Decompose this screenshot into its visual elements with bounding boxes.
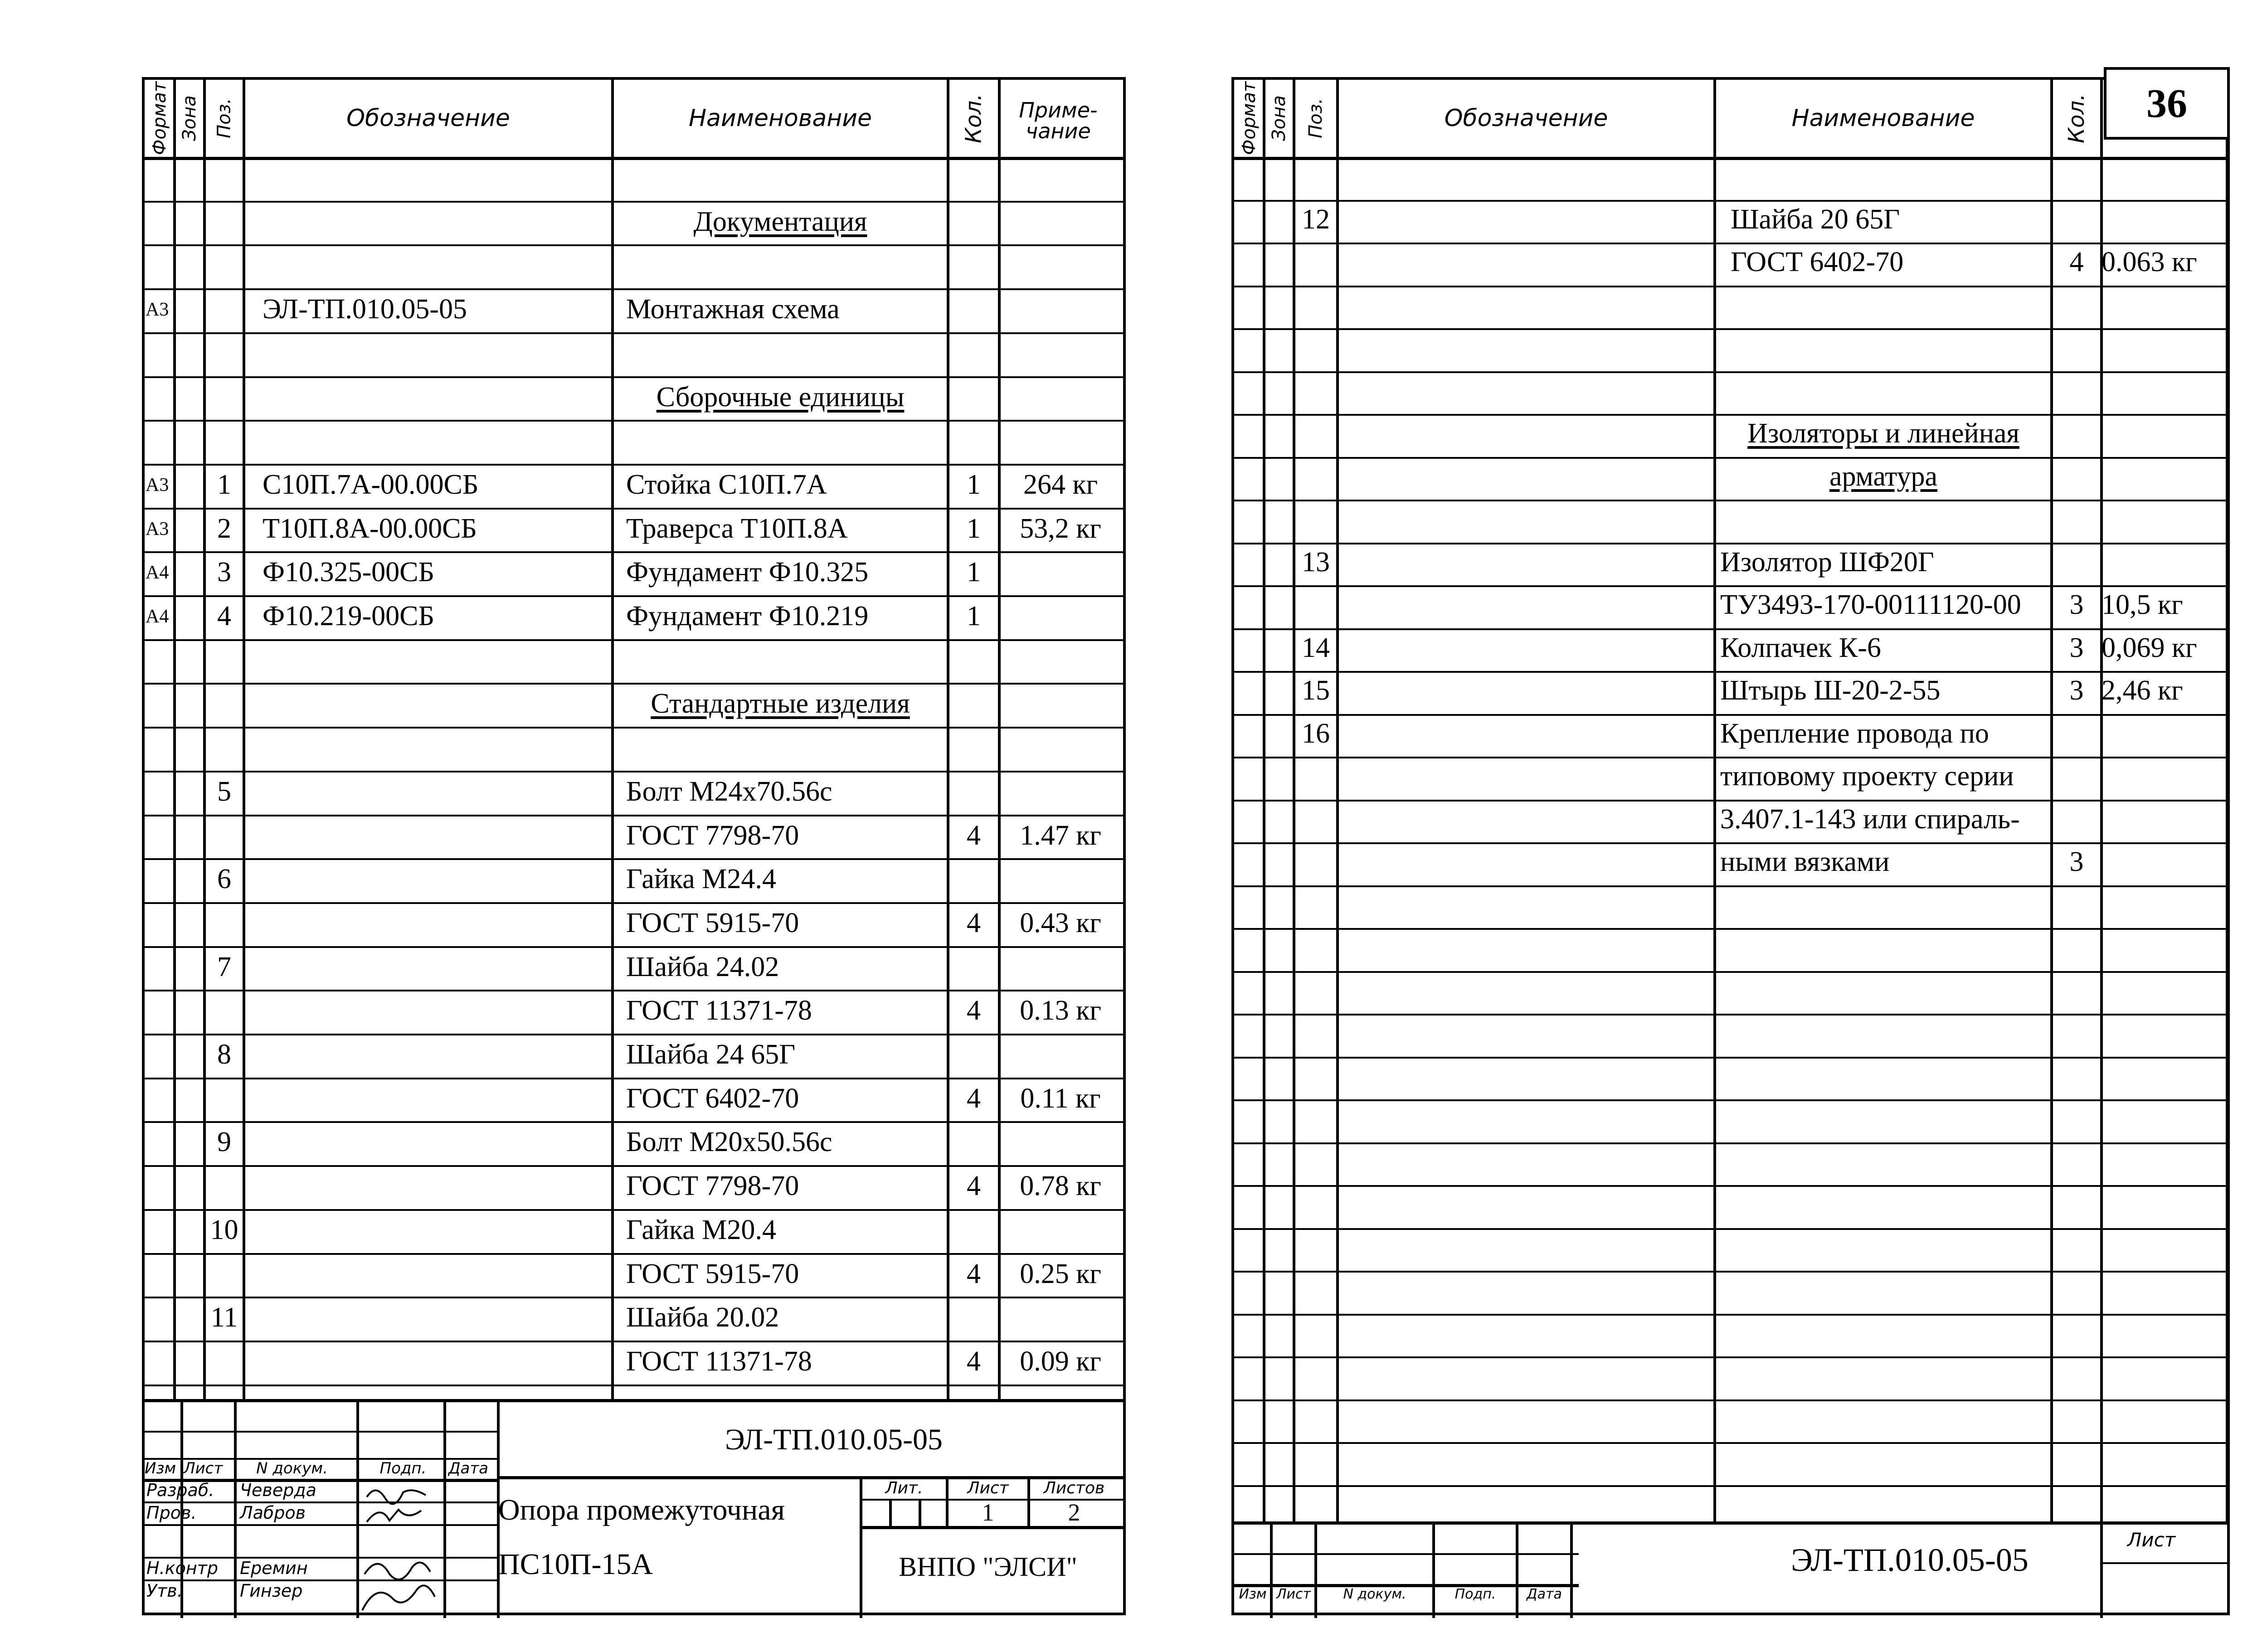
row-quantity: 3 [2069, 675, 2084, 706]
row-note [2102, 412, 2228, 455]
right-row-line [1234, 1228, 2227, 1230]
tb-col [443, 1399, 446, 1618]
row-format [146, 1340, 175, 1384]
row-name: ными вязками [1720, 846, 1890, 877]
row-note [999, 857, 1122, 901]
right-row-line [1234, 1142, 2227, 1144]
row-quantity: 4 [967, 995, 981, 1026]
row-quantity [948, 857, 999, 901]
row-quantity: 1 [967, 469, 981, 500]
row-position: 16 [1302, 718, 1330, 749]
row-quantity: 3 [2069, 846, 2084, 877]
row-name: ГОСТ 7798-70 [626, 820, 799, 851]
row-position [1294, 455, 1338, 498]
right-row-line [1234, 1442, 2227, 1444]
row-name: Изолятор ШФ20Г [1720, 547, 1934, 578]
row-position: 5 [217, 776, 231, 807]
row-format: А3 [146, 474, 169, 496]
row-format [146, 1252, 175, 1296]
signature-utv [362, 1585, 435, 1610]
row-quantity [948, 1208, 999, 1252]
row-note: 0.063 кг [2102, 247, 2197, 277]
row-note [999, 1296, 1122, 1340]
row-note: 53,2 кг [1020, 513, 1101, 544]
left-row-line [145, 1385, 1124, 1386]
row-quantity: 4 [967, 1083, 981, 1114]
row-quantity [948, 287, 999, 331]
header-quantity: Кол. [2064, 93, 2089, 143]
row-note: 0.11 кг [1020, 1083, 1101, 1114]
row-name: Гайка М24.4 [626, 864, 776, 894]
row-format: А4 [146, 562, 169, 583]
row-designation [263, 1340, 612, 1384]
row-position [204, 682, 244, 726]
footer-sheet-label: Лист [2127, 1528, 2176, 1551]
row-note: 0.43 кг [1020, 908, 1101, 938]
row-position: 11 [210, 1302, 238, 1333]
row-quantity [2052, 412, 2102, 455]
left-header-line [145, 157, 1124, 160]
row-name: ТУ3493-170-00111120-00 [1720, 589, 2021, 620]
row-note [999, 945, 1122, 989]
row-designation [263, 375, 612, 419]
right-row-line [1234, 928, 2227, 930]
row-note [2102, 541, 2228, 584]
row-name: ГОСТ 11371-78 [626, 1346, 812, 1377]
row-note [999, 682, 1122, 726]
row-designation: Т10П.8А-00.00СБ [263, 513, 477, 544]
row-note: 0,069 кг [2102, 632, 2197, 663]
right-row-line [1234, 1099, 2227, 1101]
left-row-line [145, 244, 1124, 246]
header-position: Поз. [1305, 98, 1326, 139]
page-number: 36 [2104, 67, 2230, 140]
row-position [1294, 583, 1338, 627]
name-razrab: Чеверда [240, 1480, 316, 1500]
row-position [204, 200, 244, 244]
row-name: Болт М24х70.56с [626, 776, 832, 807]
row-quantity: 1 [967, 513, 981, 544]
row-name: ГОСТ 6402-70 [626, 1083, 799, 1114]
row-format [146, 1033, 175, 1077]
row-quantity: 3 [2069, 632, 2084, 663]
row-position [204, 989, 244, 1033]
row-format [146, 200, 175, 244]
row-quantity: 1 [967, 557, 981, 588]
name-prov: Лабров [240, 1503, 306, 1523]
footer-col-podp: Подп. [1455, 1586, 1496, 1602]
row-position [204, 1164, 244, 1208]
row-position [1294, 798, 1338, 841]
right-row-line [1234, 1271, 2227, 1273]
row-quantity: 4 [967, 908, 981, 938]
row-quantity: 4 [967, 820, 981, 851]
row-designation [263, 989, 612, 1033]
row-designation [263, 901, 612, 945]
row-designation [263, 857, 612, 901]
row-position: 4 [217, 601, 231, 632]
right-header-line [1234, 157, 2227, 160]
row-position [204, 1077, 244, 1121]
col-list-label: Лист [184, 1459, 223, 1477]
row-position: 8 [217, 1039, 231, 1070]
header-zone: Зона [1269, 95, 1289, 141]
left-row-line [145, 727, 1124, 729]
row-name: Шайба 20 65Г [1731, 204, 1900, 235]
role-utv: Утв. [146, 1581, 183, 1601]
row-name: Шайба 20.02 [626, 1302, 779, 1333]
row-position: 13 [1302, 547, 1330, 578]
row-name: Штырь Ш-20-2-55 [1720, 675, 1941, 706]
row-name: Гайка М20.4 [626, 1215, 776, 1245]
row-note: 1.47 кг [1020, 820, 1101, 851]
row-note [2102, 455, 2228, 498]
row-note: 264 кг [1023, 469, 1098, 500]
right-row-line [1234, 328, 2227, 330]
row-position [1294, 412, 1338, 455]
row-format: А4 [146, 606, 169, 627]
row-designation [263, 1252, 612, 1296]
row-designation: Ф10.325-00СБ [263, 557, 435, 588]
title-line-1: Опора промежуточная [498, 1493, 785, 1526]
footer-doc-code: ЭЛ-ТП.010.05-05 [1791, 1541, 2029, 1578]
row-format [146, 945, 175, 989]
row-format [146, 375, 175, 419]
row-name: ГОСТ 6402-70 [1731, 247, 1904, 277]
row-position: 12 [1302, 204, 1330, 235]
row-note [2102, 198, 2228, 241]
row-name: Колпачек К-6 [1720, 632, 1881, 663]
row-format [146, 682, 175, 726]
row-position: 2 [217, 513, 231, 544]
row-position [204, 375, 244, 419]
row-name: Крепление провода по [1720, 718, 1989, 749]
row-designation [263, 814, 612, 858]
tb-top [145, 1399, 1124, 1402]
row-designation [263, 682, 612, 726]
org-name: ВНПО "ЭЛСИ" [899, 1551, 1077, 1582]
row-note [2102, 798, 2228, 841]
row-designation [263, 1033, 612, 1077]
footer-col-izm: Изм [1239, 1586, 1267, 1602]
row-position [1294, 755, 1338, 798]
right-row-line [1234, 1399, 2227, 1401]
row-note [999, 594, 1122, 638]
row-quantity [948, 1120, 999, 1164]
row-name: типовому проекту серии [1720, 761, 2014, 792]
sheets-total: 2 [1068, 1499, 1080, 1526]
row-note: 2,46 кг [2102, 675, 2183, 706]
footer-col-list: Лист [1276, 1586, 1311, 1602]
right-row-line [1234, 1314, 2227, 1316]
row-format [146, 770, 175, 814]
row-name: Болт М20х50.56с [626, 1127, 832, 1157]
row-note: 10,5 кг [2102, 589, 2183, 620]
row-name: Шайба 24.02 [626, 952, 779, 982]
row-position: 7 [217, 952, 231, 982]
row-designation [263, 1296, 612, 1340]
row-designation [263, 1077, 612, 1121]
row-quantity [2052, 541, 2102, 584]
title-line-2: ПС10П-15А [498, 1548, 653, 1581]
row-position [1294, 241, 1338, 284]
row-position [204, 814, 244, 858]
row-quantity [948, 682, 999, 726]
row-name: ГОСТ 7798-70 [626, 1171, 799, 1201]
row-position: 3 [217, 557, 231, 588]
tb-line [861, 1526, 1124, 1529]
row-quantity [948, 770, 999, 814]
row-designation: ЭЛ-ТП.010.05-05 [263, 294, 467, 325]
header-designation: Обозначение [1444, 105, 1608, 132]
sheets-label: Листов [1043, 1478, 1105, 1497]
row-quantity [948, 200, 999, 244]
row-note [999, 1033, 1122, 1077]
row-note: 0.78 кг [1020, 1171, 1101, 1201]
row-designation [263, 770, 612, 814]
signature-prov [367, 1510, 421, 1522]
section-heading: Стандартные изделия [651, 688, 910, 719]
right-row-line [1234, 500, 2227, 501]
right-row-line [1234, 885, 2227, 887]
header-zone: Зона [179, 95, 200, 141]
row-name: ГОСТ 5915-70 [626, 908, 799, 938]
spec-sheet-right [1231, 77, 2230, 1615]
row-format [146, 901, 175, 945]
row-position [204, 1340, 244, 1384]
row-quantity: 4 [967, 1258, 981, 1289]
name-utv: Гинзер [240, 1581, 303, 1601]
row-designation [263, 1208, 612, 1252]
row-note: 0.25 кг [1020, 1258, 1101, 1289]
row-quantity [948, 1296, 999, 1340]
row-quantity: 4 [967, 1346, 981, 1377]
row-note: 0.13 кг [1020, 995, 1101, 1026]
left-row-line [145, 332, 1124, 334]
row-name: Стойка С10П.7А [626, 469, 827, 500]
left-row-line [145, 639, 1124, 641]
row-designation: Ф10.219-00СБ [263, 601, 435, 632]
row-name: ГОСТ 11371-78 [626, 995, 812, 1026]
row-format [146, 814, 175, 858]
right-row-line [1234, 1185, 2227, 1187]
row-position [204, 1252, 244, 1296]
right-row-line [1234, 971, 2227, 973]
role-nkontr: Н.контр [146, 1558, 218, 1578]
spec-sheet-left [142, 77, 1126, 1615]
row-quantity: 3 [2069, 589, 2084, 620]
row-name: Фундамент Ф10.325 [626, 557, 869, 588]
row-position [1294, 841, 1338, 884]
row-format: А3 [146, 518, 169, 539]
header-position: Поз. [214, 98, 235, 139]
row-position [204, 287, 244, 331]
tb-col [889, 1499, 892, 1526]
row-note [999, 1120, 1122, 1164]
row-position: 1 [217, 469, 231, 500]
row-position: 15 [1302, 675, 1330, 706]
right-row-line [1234, 371, 2227, 373]
row-position: 14 [1302, 632, 1330, 663]
header-format: Формат [1239, 81, 1260, 155]
row-quantity [2052, 798, 2102, 841]
section-heading: Документация [693, 206, 867, 237]
row-designation [263, 1120, 612, 1164]
row-note [999, 770, 1122, 814]
section-heading: Сборочные единицы [656, 382, 905, 413]
title-doc-code: ЭЛ-ТП.010.05-05 [725, 1423, 943, 1456]
row-quantity [948, 1033, 999, 1077]
tb-col [919, 1499, 921, 1526]
row-format [146, 1164, 175, 1208]
header-format: Формат [149, 81, 170, 155]
row-note [999, 1208, 1122, 1252]
name-nkontr: Еремин [240, 1558, 308, 1578]
row-name: Шайба 24 65Г [626, 1039, 796, 1070]
col-ndok-label: N докум. [256, 1459, 328, 1477]
row-format [146, 1077, 175, 1121]
sheet-number: 1 [982, 1499, 994, 1526]
header-quantity: Кол. [961, 93, 987, 143]
col-data-label: Дата [448, 1459, 489, 1477]
row-format [146, 1296, 175, 1340]
section-heading: Изоляторы и линейная [1747, 418, 2019, 449]
row-quantity [2052, 198, 2102, 241]
footer-col-ndok: N докум. [1343, 1586, 1406, 1602]
row-designation [263, 945, 612, 989]
row-note [2102, 841, 2228, 884]
signatures [358, 1479, 439, 1615]
row-format [146, 1208, 175, 1252]
row-name: Фундамент Ф10.219 [626, 601, 869, 632]
row-quantity [2052, 455, 2102, 498]
left-row-line [145, 420, 1124, 422]
right-row-line [1234, 286, 2227, 287]
row-name: 3.407.1-143 или спираль- [1720, 804, 2020, 835]
row-quantity [948, 945, 999, 989]
col-izm-label: Изм [145, 1459, 176, 1477]
header-name: Наименование [688, 105, 872, 132]
row-name: ГОСТ 5915-70 [626, 1258, 799, 1289]
footer-line [1234, 1553, 1579, 1555]
row-note: 0.09 кг [1020, 1346, 1101, 1377]
footer-col-data: Дата [1527, 1586, 1562, 1602]
row-quantity [2052, 712, 2102, 755]
right-row-line [1234, 1485, 2227, 1487]
row-designation: С10П.7А-00.00СБ [263, 469, 479, 500]
row-note [999, 375, 1122, 419]
row-note [999, 287, 1122, 331]
row-note [999, 550, 1122, 594]
lit-label: Лит. [885, 1478, 923, 1497]
row-quantity [948, 375, 999, 419]
right-row-line [1234, 1356, 2227, 1358]
row-designation [263, 200, 612, 244]
row-format: А3 [146, 299, 169, 320]
row-quantity: 4 [2069, 247, 2084, 277]
row-quantity: 4 [967, 1171, 981, 1201]
row-note [999, 200, 1122, 244]
header-name: Наименование [1791, 105, 1975, 132]
right-row-line [1234, 1057, 2227, 1059]
section-heading: арматура [1829, 461, 1938, 492]
row-position: 6 [217, 864, 231, 894]
row-note [2102, 755, 2228, 798]
row-designation [263, 1164, 612, 1208]
right-row-line [1234, 1014, 2227, 1015]
footer-line [2102, 1562, 2227, 1564]
row-note [2102, 712, 2228, 755]
signature-razrab [367, 1490, 426, 1504]
header-note: Приме-чание [1019, 98, 1098, 143]
row-name: Монтажная схема [626, 294, 840, 325]
row-format [146, 989, 175, 1033]
col-podp-label: Подп. [379, 1459, 427, 1477]
row-format [146, 1120, 175, 1164]
role-razrab: Разраб. [146, 1480, 214, 1500]
row-position: 9 [217, 1127, 231, 1157]
row-format [146, 857, 175, 901]
signature-nkontr [365, 1563, 430, 1579]
role-prov: Пров. [146, 1503, 197, 1523]
sheet-label: Лист [967, 1478, 1009, 1497]
row-quantity: 1 [967, 601, 981, 632]
row-quantity [2052, 755, 2102, 798]
row-name: Траверса Т10П.8А [626, 513, 848, 544]
row-position [204, 901, 244, 945]
header-designation: Обозначение [346, 105, 510, 132]
row-position: 10 [210, 1215, 238, 1245]
